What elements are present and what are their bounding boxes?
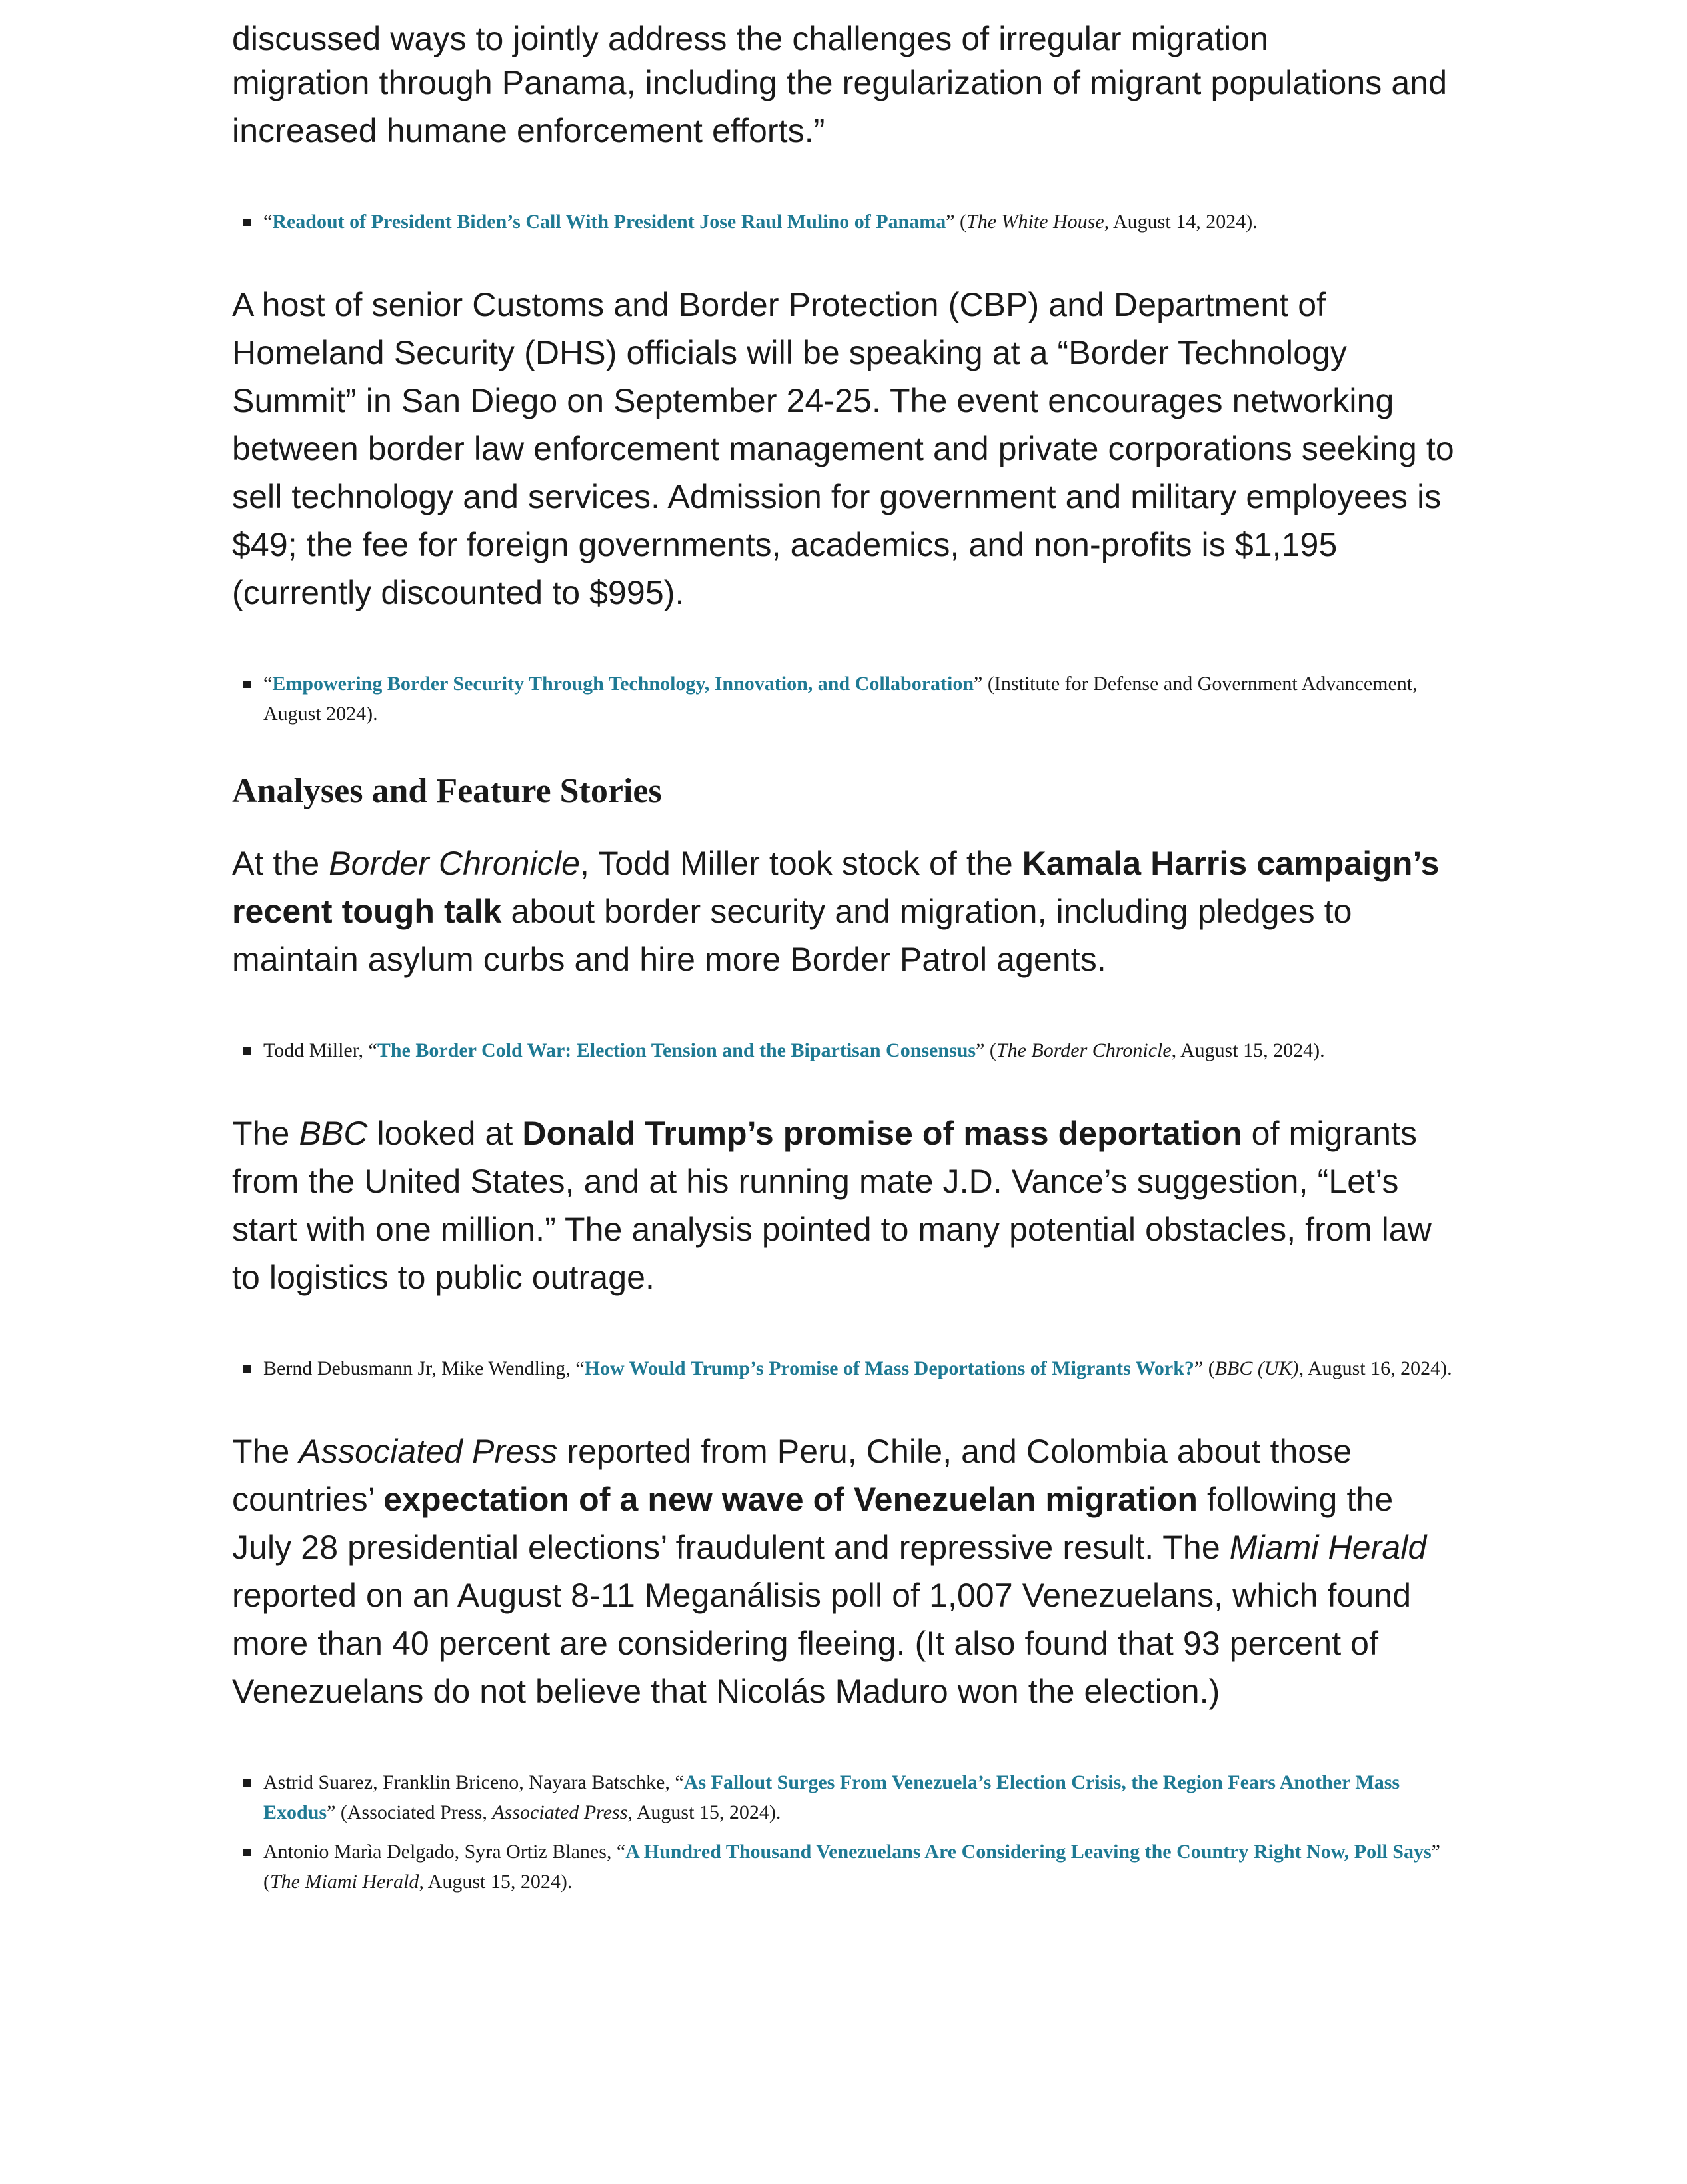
citation-authors: Antonio Marìa Delgado, Syra Ortiz Blanes, — [263, 1841, 617, 1863]
text-run: At the — [232, 845, 329, 882]
citation-item: “Readout of President Biden’s Call With President Jose Raul Mulino of Panama” (The White House, August 14, 2024). — [232, 207, 1458, 237]
intro-paragraph-tail: migration through Panama, including the regularization of migrant populations and increased humane enforcement efforts.” — [232, 64, 1448, 149]
citation-link-biden-mulino[interactable]: Readout of President Biden’s Call With President Jose Raul Mulino of Panama — [272, 211, 946, 233]
citation-authors: Todd Miller, — [263, 1039, 369, 1061]
section-heading: Analyses and Feature Stories — [232, 772, 662, 810]
bbc-paragraph — [232, 1109, 1458, 1301]
citation-middle: (Associated Press, — [335, 1801, 493, 1823]
citation-list-5 — [232, 1767, 1458, 1897]
citation-source: Associated Press — [492, 1801, 628, 1823]
citation-item: Bernd Debusmann Jr, Mike Wendling, “How Would Trump’s Promise of Mass Deportations of Migrants Work?” (BBC (UK), August 16, 2024). — [232, 1353, 1458, 1383]
citation-source: BBC (UK) — [1214, 1357, 1299, 1379]
text-run: reported on an August 8-11 Meganálisis poll of 1,007 Venezuelans, which found more than 40 percent are considering fleeing. (It also found that 93 percent of Venezuelans do not believe that Nicolás Maduro won the election.) — [232, 1577, 1412, 1710]
bold-phrase: Kamala Harris campaign’s recent tough talk — [232, 845, 1440, 930]
text-run: about border security and migration, including pledges to maintain asylum curbs and hire more Border Patrol agents. — [232, 893, 1352, 978]
ap-paragraph — [232, 1427, 1458, 1715]
outlet-name: Associated Press — [299, 1433, 558, 1470]
citation-link-border-cold-war[interactable]: The Border Cold War: Election Tension and the Bipartisan Consensus — [377, 1039, 976, 1061]
citation-date: , August 15, 2024). — [627, 1801, 781, 1823]
citation-rest: (Institute for Defense and Government Advancement, August 2024). — [263, 673, 1418, 725]
citation-item: “Empowering Border Security Through Technology, Innovation, and Collaboration” (Institute for Defense and Government Advancement, August 2024). — [232, 669, 1458, 729]
clipped-fragment: discussed ways to jointly address the challenges of irregular migration — [232, 20, 1269, 57]
harris-paragraph — [232, 839, 1458, 983]
citation-link-trump-deportations[interactable]: How Would Trump’s Promise of Mass Deportations of Migrants Work? — [584, 1357, 1194, 1379]
text-run: reported from Peru, Chile, and Colombia about those countries’ — [232, 1433, 1352, 1518]
outlet-name: Miami Herald — [1229, 1529, 1427, 1566]
citation-item: Todd Miller, “The Border Cold War: Election Tension and the Bipartisan Consensus” (The Border Chronicle, August 15, 2024). — [232, 1035, 1458, 1065]
article-body — [232, 59, 1458, 1897]
citation-list-1 — [232, 207, 1458, 237]
citation-list-3 — [232, 1035, 1458, 1065]
text-run: of migrants from the United States, and at his running mate J.D. Vance’s suggestion, “Let’s start with one million.” The analysis pointed to many potential obstacles, from law to logistics to public outrage. — [232, 1115, 1432, 1296]
citation-source: The Border Chronicle — [996, 1039, 1172, 1061]
summit-paragraph: A host of senior Customs and Border Protection (CBP) and Department of Homeland Security (DHS) officials will be speaking at a “Border Technology Summit” in San Diego on September 24-25. The event encourages networking between border law enforcement management and private corporations seeking to sell technology and services. Admission for government and military employees is $49; the fee for foreign governments, academics, and non-profits is $1,195 (currently discounted to $995). — [232, 286, 1454, 611]
citation-item: Antonio Marìa Delgado, Syra Ortiz Blanes, “A Hundred Thousand Venezuelans Are Considering Leaving the Country Right Now, Poll Says” (The Miami Herald, August 15, 2024). — [232, 1837, 1458, 1897]
text-run: , Todd Miller took stock of the — [580, 845, 1022, 882]
citation-link-border-security-tech[interactable]: Empowering Border Security Through Technology, Innovation, and Collaboration — [272, 673, 974, 695]
citation-link-venezuela-exodus[interactable]: As Fallout Surges From Venezuela’s Election Crisis, the Region Fears Another Mass Exodus — [263, 1771, 1400, 1823]
citation-link-venezuelans-leaving[interactable]: A Hundred Thousand Venezuelans Are Considering Leaving the Country Right Now, Poll Says — [625, 1841, 1432, 1863]
citation-date: , August 16, 2024). — [1298, 1357, 1452, 1379]
text-run: The — [232, 1115, 299, 1152]
citation-authors: Bernd Debusmann Jr, Mike Wendling, — [263, 1357, 576, 1379]
citation-item: Astrid Suarez, Franklin Briceno, Nayara Batschke, “As Fallout Surges From Venezuela’s Election Crisis, the Region Fears Another Mass Exodus” (Associated Press, Associated Press, August 15, 2024). — [232, 1767, 1458, 1827]
text-run: looked at — [367, 1115, 523, 1152]
citation-list-2 — [232, 669, 1458, 729]
bold-phrase: Donald Trump’s promise of mass deportation — [522, 1115, 1242, 1152]
text-run: The — [232, 1433, 299, 1470]
text-run: following the July 28 presidential elections’ fraudulent and repressive result. The — [232, 1481, 1394, 1566]
outlet-name: BBC — [299, 1115, 368, 1152]
citation-date: , August 15, 2024). — [1171, 1039, 1325, 1061]
citation-authors: Astrid Suarez, Franklin Briceno, Nayara Batschke, — [263, 1771, 675, 1793]
citation-date: , August 14, 2024). — [1104, 211, 1258, 233]
citation-source: The Miami Herald — [270, 1871, 419, 1893]
bold-phrase: expectation of a new wave of Venezuelan migration — [383, 1481, 1198, 1518]
citation-list-4 — [232, 1353, 1458, 1383]
outlet-name: Border Chronicle — [329, 845, 581, 882]
citation-source: The White House — [966, 211, 1104, 233]
citation-date: , August 15, 2024). — [419, 1871, 573, 1893]
